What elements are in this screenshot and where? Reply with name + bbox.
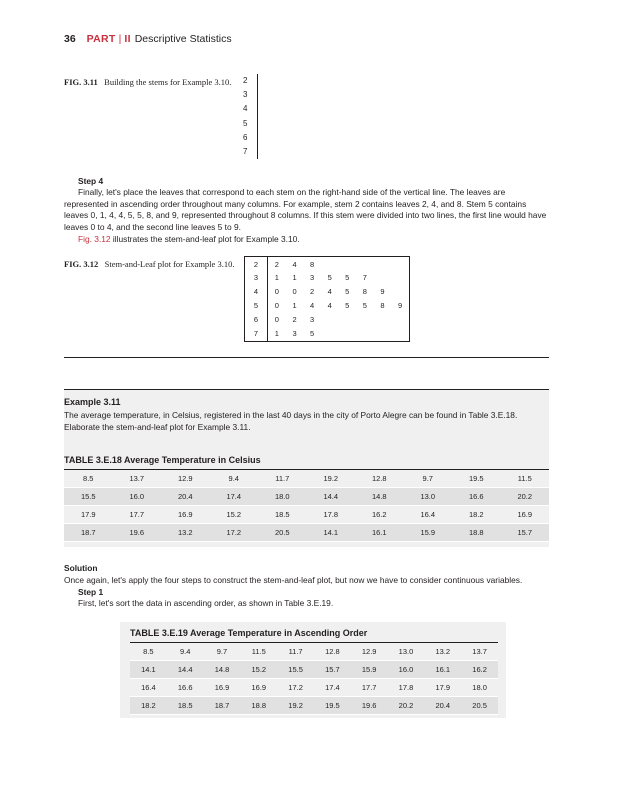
stem-item: 3 (243, 90, 248, 100)
leaf-cell: 5 (310, 329, 315, 339)
leaf-cell: 4 (292, 259, 297, 269)
leaf-cell: 8 (310, 259, 315, 269)
table-row (130, 643, 498, 661)
table-cell: 19.5 (452, 470, 501, 488)
table-cell: 16.6 (167, 679, 204, 697)
table-cell: 20.5 (461, 697, 498, 715)
table-cell: 13.0 (404, 488, 453, 506)
leaf-cell (338, 327, 356, 342)
fig-3-11-text: Building the stems for Example 3.10. (104, 77, 232, 87)
stem-cell: 4 (245, 285, 268, 299)
step4-ref-rest: illustrates the stem-and-leaf plot for Example 3.10. (110, 234, 300, 244)
solution-text: Once again, let's apply the four steps to construct the stem-and-leaf plot, but now we have to consider continuous variables. (64, 575, 523, 585)
table-cell: 16.4 (404, 506, 453, 524)
table-cell: 16.9 (240, 679, 277, 697)
table-cell: 20.2 (501, 488, 550, 506)
leaf-cell: 5 (345, 301, 350, 311)
table-cell: 18.2 (130, 697, 167, 715)
table-3-e-18-title: Average Temperature in Celsius (124, 455, 261, 465)
leaf-cell (391, 285, 409, 299)
table-cell: 14.1 (130, 661, 167, 679)
fig-3-11-stems (243, 74, 258, 159)
leaf-cell: 9 (380, 287, 385, 297)
leaf-cell: 1 (274, 273, 279, 283)
step1-heading: Step 1 (78, 587, 104, 597)
table-cell: 20.5 (258, 524, 307, 542)
table-3-e-19-label: TABLE 3.E.19 (130, 628, 188, 638)
example-text: The average temperature, in Celsius, registered in the last 40 days in the city of Porto Alegre can be found in Table 3.E.18. Elaborate the stem-and-leaf plot for Example 3.11. (64, 410, 518, 432)
table-cell: 18.0 (461, 679, 498, 697)
stem-leaf-row (245, 327, 410, 342)
leaf-cell (338, 257, 356, 272)
table-cell: 19.2 (307, 470, 356, 488)
leaf-cell (338, 313, 356, 327)
leaf-cell (374, 313, 392, 327)
part-separator: | (118, 33, 122, 45)
table-3-e-18 (64, 469, 549, 542)
leaf-cell: 0 (274, 287, 279, 297)
table-cell: 14.4 (167, 661, 204, 679)
table-cell: 17.4 (314, 679, 351, 697)
table-cell: 16.0 (388, 661, 425, 679)
leaf-cell: 2 (310, 287, 315, 297)
table-cell: 16.2 (355, 506, 404, 524)
table-cell: 16.9 (204, 679, 241, 697)
table-cell: 17.2 (277, 679, 314, 697)
table-cell: 13.0 (388, 643, 425, 661)
table-cell: 15.2 (240, 661, 277, 679)
table-cell: 14.8 (355, 488, 404, 506)
stem-leaf-row (245, 285, 410, 299)
table-cell: 15.7 (501, 524, 550, 542)
leaf-cell: 1 (292, 273, 297, 283)
table-row (64, 506, 549, 524)
table-cell: 9.7 (404, 470, 453, 488)
stem-item: 5 (243, 118, 248, 128)
stem-leaf-plot (244, 256, 410, 342)
leaf-cell: 3 (292, 329, 297, 339)
running-title: Descriptive Statistics (134, 33, 232, 45)
table-cell: 17.8 (388, 679, 425, 697)
table-3-e-18-box (64, 447, 549, 547)
table-cell: 16.1 (424, 661, 461, 679)
stem-leaf-row (245, 271, 410, 285)
leaf-cell: 3 (310, 315, 315, 325)
leaf-cell (321, 257, 339, 272)
table-cell: 15.9 (404, 524, 453, 542)
table-cell: 16.4 (130, 679, 167, 697)
fig-3-12-caption (64, 259, 234, 269)
stem-cell: 6 (245, 313, 268, 327)
leaf-cell (356, 257, 374, 272)
table-cell: 18.0 (258, 488, 307, 506)
table-cell: 17.2 (210, 524, 259, 542)
table-cell: 17.9 (64, 506, 113, 524)
leaf-cell: 0 (292, 287, 297, 297)
solution-heading: Solution (64, 563, 98, 573)
leaf-cell: 4 (310, 301, 315, 311)
leaf-cell (321, 327, 339, 342)
table-cell: 19.5 (314, 697, 351, 715)
table-cell: 17.8 (307, 506, 356, 524)
stem-item: 6 (243, 132, 248, 142)
table-cell: 8.5 (64, 470, 113, 488)
table-3-e-18-label: TABLE 3.E.18 (64, 455, 122, 465)
table-cell: 11.5 (501, 470, 550, 488)
running-header (64, 33, 232, 45)
leaf-cell: 5 (345, 287, 350, 297)
table-cell: 15.9 (351, 661, 388, 679)
stem-cell: 2 (245, 257, 268, 272)
table-3-e-19-title: Average Temperature in Ascending Order (190, 628, 368, 638)
leaf-cell: 0 (274, 301, 279, 311)
leaf-cell: 5 (362, 301, 367, 311)
stem-leaf-row (245, 313, 410, 327)
table-cell: 8.5 (130, 643, 167, 661)
table-cell: 12.8 (314, 643, 351, 661)
table-cell: 18.5 (167, 697, 204, 715)
leaf-cell (391, 327, 409, 342)
table-3-e-18-caption (64, 455, 261, 465)
leaf-cell: 4 (327, 301, 332, 311)
leaf-cell: 5 (327, 273, 332, 283)
table-cell: 17.4 (210, 488, 259, 506)
leaf-cell (321, 313, 339, 327)
table-cell: 15.2 (210, 506, 259, 524)
table-cell: 18.7 (64, 524, 113, 542)
table-cell: 19.6 (113, 524, 162, 542)
leaf-cell: 2 (274, 259, 279, 269)
table-row (130, 679, 498, 697)
leaf-cell: 4 (327, 287, 332, 297)
table-cell: 12.9 (351, 643, 388, 661)
table-cell: 16.2 (461, 661, 498, 679)
leaf-cell: 0 (274, 315, 279, 325)
leaf-cell: 8 (380, 301, 385, 311)
leaf-cell (374, 271, 392, 285)
table-cell: 11.5 (240, 643, 277, 661)
table-cell: 19.2 (277, 697, 314, 715)
fig-3-12-link[interactable]: Fig. 3.12 (78, 234, 111, 244)
leaf-cell (391, 257, 409, 272)
fig-3-11-label: FIG. 3.11 (64, 77, 98, 87)
stem-leaf-row (245, 299, 410, 313)
stem-cell: 5 (245, 299, 268, 313)
table-row (64, 524, 549, 542)
leaf-cell: 9 (398, 301, 403, 311)
table-3-e-19-caption (130, 628, 367, 638)
stem-leaf-table (244, 256, 410, 342)
table-row (130, 661, 498, 679)
table-cell: 20.2 (388, 697, 425, 715)
table-cell: 9.4 (167, 643, 204, 661)
step4-paragraph: Finally, let's place the leaves that correspond to each stem on the right-hand side of the vertical line. The leaves are represented in ascending order throughout many columns. For example, stem 2 contains leaves 2, 4, and 8. Stem 5 contains leaves 0, 1, 4, 4, 5, 5, 8, and 9, represented throughout 8 columns. If this stem were divided into two lines, the first line would have leaves 0 to 4, and the second line leaves 5 to 9. (64, 187, 547, 233)
leaf-cell (356, 313, 374, 327)
table-cell: 18.2 (452, 506, 501, 524)
fig-3-11-caption (64, 77, 231, 87)
example-title: Example 3.11 (64, 397, 121, 407)
fig-3-12-label: FIG. 3.12 (64, 259, 99, 269)
table-cell: 16.0 (113, 488, 162, 506)
table-cell: 12.9 (161, 470, 210, 488)
part-label: PART (86, 33, 116, 45)
section-divider (64, 357, 549, 358)
table-cell: 13.2 (161, 524, 210, 542)
table-cell: 13.7 (113, 470, 162, 488)
table-cell: 13.2 (424, 643, 461, 661)
table-row (64, 488, 549, 506)
table-row (64, 470, 549, 488)
table-cell: 20.4 (424, 697, 461, 715)
stem-leaf-row (245, 257, 410, 272)
leaf-cell: 3 (310, 273, 315, 283)
leaf-cell: 8 (362, 287, 367, 297)
table-cell: 18.5 (258, 506, 307, 524)
table-cell: 18.8 (240, 697, 277, 715)
table-cell: 13.7 (461, 643, 498, 661)
table-cell: 18.8 (452, 524, 501, 542)
leaf-cell (356, 327, 374, 342)
table-3-e-19 (130, 642, 498, 715)
table-cell: 19.6 (351, 697, 388, 715)
table-cell: 20.4 (161, 488, 210, 506)
stem-item: 2 (243, 76, 248, 85)
table-cell: 15.5 (64, 488, 113, 506)
table-cell: 9.7 (204, 643, 241, 661)
step4-heading: Step 4 (78, 176, 104, 186)
table-cell: 17.7 (351, 679, 388, 697)
leaf-cell: 1 (274, 329, 279, 339)
stem-item: 7 (243, 146, 248, 156)
step1-text: First, let's sort the data in ascending order, as shown in Table 3.E.19. (78, 598, 334, 608)
table-cell: 11.7 (258, 470, 307, 488)
table-cell: 15.7 (314, 661, 351, 679)
table-cell: 12.8 (355, 470, 404, 488)
leaf-cell (391, 313, 409, 327)
table-cell: 14.8 (204, 661, 241, 679)
leaf-cell (391, 271, 409, 285)
table-cell: 11.7 (277, 643, 314, 661)
table-cell: 9.4 (210, 470, 259, 488)
fig-3-12-text: Stem-and-Leaf plot for Example 3.10. (104, 259, 235, 269)
stem-cell: 3 (245, 271, 268, 285)
leaf-cell (374, 257, 392, 272)
page-number: 36 (64, 33, 76, 45)
step4-ref-line (78, 234, 300, 246)
leaf-cell: 7 (362, 273, 367, 283)
table-cell: 14.4 (307, 488, 356, 506)
table-cell: 18.7 (204, 697, 241, 715)
leaf-cell: 1 (292, 301, 297, 311)
leaf-cell: 2 (292, 315, 297, 325)
table-3-e-19-box (120, 622, 506, 718)
table-row (130, 697, 498, 715)
table-cell: 14.1 (307, 524, 356, 542)
table-cell: 16.1 (355, 524, 404, 542)
table-cell: 15.5 (277, 661, 314, 679)
part-number: II (124, 33, 131, 45)
leaf-cell: 5 (345, 273, 350, 283)
table-cell: 16.9 (161, 506, 210, 524)
stem-cell: 7 (245, 327, 268, 342)
leaf-cell (374, 327, 392, 342)
table-cell: 16.9 (501, 506, 550, 524)
example-box (64, 389, 549, 448)
table-cell: 17.7 (113, 506, 162, 524)
table-cell: 17.9 (424, 679, 461, 697)
stem-item: 4 (243, 104, 248, 114)
table-cell: 16.6 (452, 488, 501, 506)
